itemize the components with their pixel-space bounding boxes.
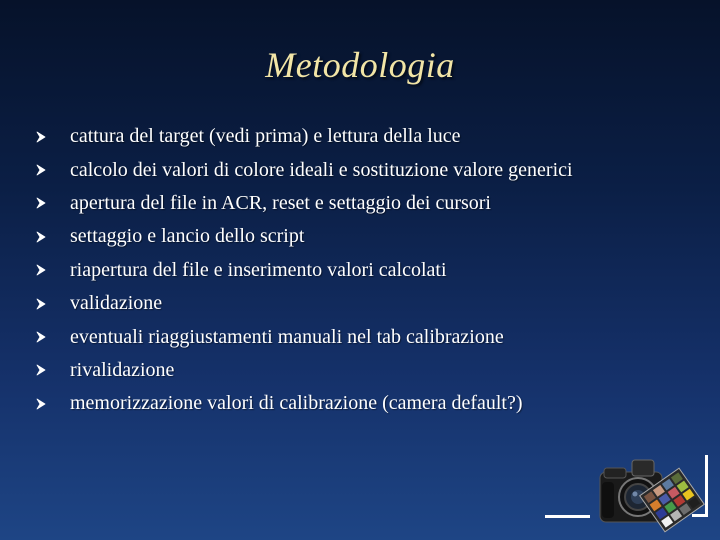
- bullet-text: memorizzazione valori di calibrazione (camera default?): [70, 392, 523, 415]
- list-item: [36, 320, 696, 353]
- list-item: [36, 187, 696, 220]
- bullet-text: settaggio e lancio dello script: [70, 225, 305, 248]
- arrow-bullet-icon: [36, 298, 70, 310]
- list-item: [36, 153, 696, 186]
- list-item: [36, 387, 696, 420]
- camera-with-color-checker-icon: [596, 452, 706, 540]
- bullet-list: [36, 120, 696, 421]
- bullet-text: riapertura del file e inserimento valori calcolati: [70, 258, 447, 281]
- list-item: [36, 354, 696, 387]
- arrow-bullet-icon: [36, 264, 70, 276]
- arrow-bullet-icon: [36, 197, 70, 209]
- list-item: [36, 120, 696, 153]
- bullet-text: calcolo dei valori di colore ideali e sostituzione valore generici: [70, 158, 573, 181]
- bullet-text: rivalidazione: [70, 358, 175, 381]
- slide-title: Metodologia: [265, 45, 455, 85]
- list-item: [36, 287, 696, 320]
- arrow-bullet-icon: [36, 131, 70, 143]
- arrow-bullet-icon: [36, 164, 70, 176]
- list-item: [36, 220, 696, 253]
- bullet-text: apertura del file in ACR, reset e settaggio dei cursori: [70, 191, 491, 214]
- arrow-bullet-icon: [36, 331, 70, 343]
- arrow-bullet-icon: [36, 231, 70, 243]
- list-item: [36, 254, 696, 287]
- bullet-text: validazione: [70, 292, 163, 315]
- bullet-text: eventuali riaggiustamenti manuali nel tab calibrazione: [70, 325, 504, 348]
- decorative-line: [545, 515, 590, 518]
- bullet-text: cattura del target (vedi prima) e lettura della luce: [70, 125, 461, 148]
- arrow-bullet-icon: [36, 398, 70, 410]
- arrow-bullet-icon: [36, 364, 70, 376]
